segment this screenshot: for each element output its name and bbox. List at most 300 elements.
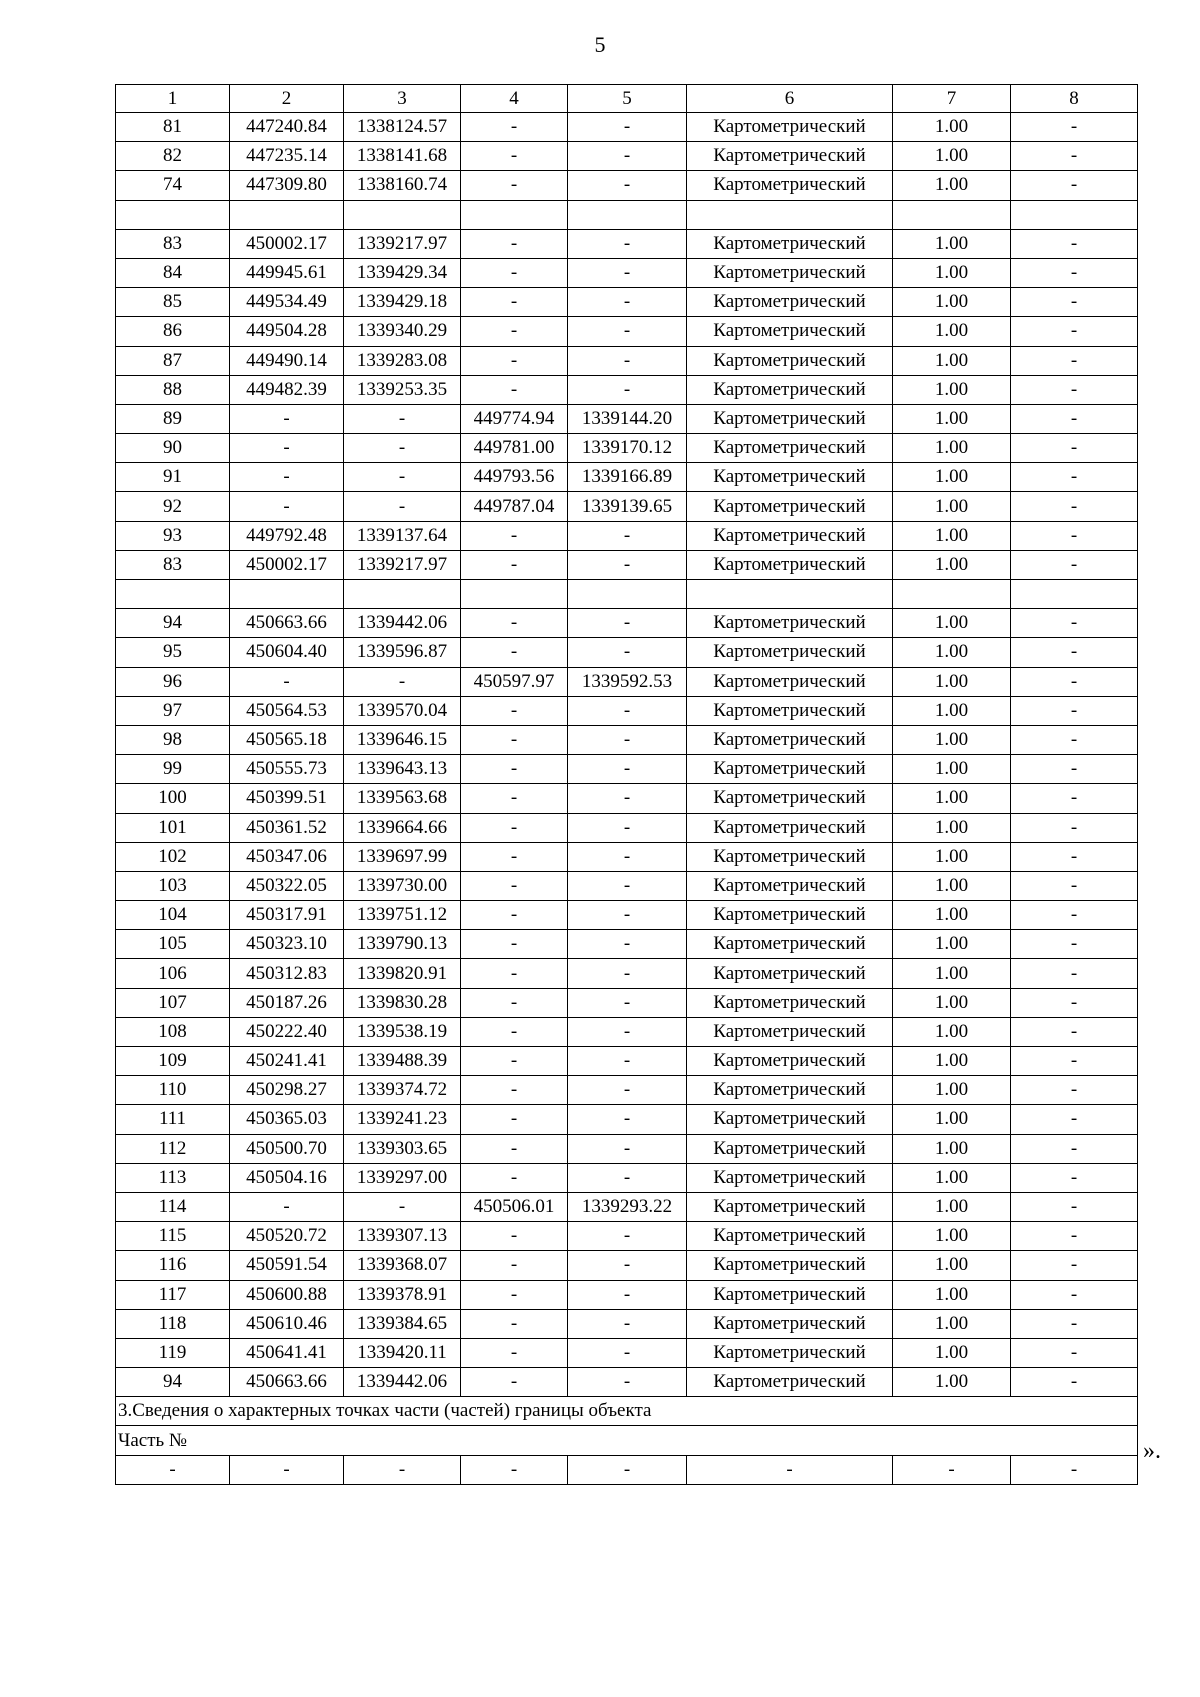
table-cell: 1.00 <box>893 725 1011 754</box>
table-cell: 1339429.34 <box>344 258 461 287</box>
table-cell: Картометрический <box>687 1076 893 1105</box>
table-row <box>116 1192 1138 1221</box>
table-cell: Картометрический <box>687 1163 893 1192</box>
table-cell: - <box>461 813 568 842</box>
table-cell: Картометрический <box>687 1192 893 1221</box>
table-row <box>116 1163 1138 1192</box>
table-cell: 93 <box>116 521 230 550</box>
table-cell: - <box>461 171 568 200</box>
table-cell: 81 <box>116 113 230 142</box>
table-cell: - <box>461 784 568 813</box>
table-cell: 1338160.74 <box>344 171 461 200</box>
table-cell: - <box>568 1105 687 1134</box>
table-cell: Картометрический <box>687 113 893 142</box>
table-cell: - <box>1011 1455 1138 1484</box>
table-cell: 3 <box>344 85 461 113</box>
table-cell: 449482.39 <box>230 375 344 404</box>
table-cell: - <box>461 1134 568 1163</box>
table-cell: 2 <box>230 85 344 113</box>
table-cell <box>568 580 687 609</box>
table-row <box>116 1134 1138 1163</box>
table-row <box>116 784 1138 813</box>
table-cell: - <box>568 288 687 317</box>
table-cell: 1.00 <box>893 755 1011 784</box>
table-cell: 450564.53 <box>230 696 344 725</box>
table-cell <box>344 580 461 609</box>
table-cell: Картометрический <box>687 667 893 696</box>
table-cell: 447240.84 <box>230 113 344 142</box>
table-cell: 1.00 <box>893 492 1011 521</box>
table-cell: 1.00 <box>893 784 1011 813</box>
table-cell: Картометрический <box>687 1338 893 1367</box>
table-cell: - <box>344 404 461 433</box>
table-cell: 1.00 <box>893 813 1011 842</box>
table-cell: 86 <box>116 317 230 346</box>
table-row <box>116 1338 1138 1367</box>
table-cell: 1.00 <box>893 638 1011 667</box>
table-cell: 116 <box>116 1251 230 1280</box>
table-cell: Картометрический <box>687 988 893 1017</box>
table-cell: - <box>461 142 568 171</box>
table-cell: 109 <box>116 1047 230 1076</box>
table-cell <box>893 580 1011 609</box>
table-row <box>116 1280 1138 1309</box>
table-row <box>116 1047 1138 1076</box>
table-cell: - <box>461 375 568 404</box>
table-cell: - <box>1011 1309 1138 1338</box>
table-cell: 1.00 <box>893 901 1011 930</box>
table-cell: 1339643.13 <box>344 755 461 784</box>
table-cell: - <box>461 1280 568 1309</box>
table-cell: Картометрический <box>687 696 893 725</box>
table-cell: 1339697.99 <box>344 842 461 871</box>
table-cell: - <box>568 959 687 988</box>
table-cell: 98 <box>116 725 230 754</box>
table-cell <box>1011 580 1138 609</box>
table-cell: - <box>568 1134 687 1163</box>
table-cell: Картометрический <box>687 229 893 258</box>
table-cell: 1339420.11 <box>344 1338 461 1367</box>
table-cell: - <box>1011 1222 1138 1251</box>
page-number: 5 <box>594 32 606 57</box>
table-cell: - <box>344 667 461 696</box>
table-cell: 449490.14 <box>230 346 344 375</box>
table-cell: - <box>461 346 568 375</box>
table-cell: 1339241.23 <box>344 1105 461 1134</box>
table-cell: 1339442.06 <box>344 1368 461 1397</box>
table-cell: 1339646.15 <box>344 725 461 754</box>
table-cell: - <box>1011 1192 1138 1221</box>
table-cell: - <box>568 638 687 667</box>
table-cell: 1.00 <box>893 1309 1011 1338</box>
table-cell: 104 <box>116 901 230 930</box>
table-cell: - <box>230 667 344 696</box>
table-cell: 450323.10 <box>230 930 344 959</box>
table-cell: 1339751.12 <box>344 901 461 930</box>
section-title-row <box>116 1397 1138 1426</box>
table-cell: 1.00 <box>893 667 1011 696</box>
table-cell: - <box>461 229 568 258</box>
table-cell <box>687 580 893 609</box>
table-cell: Картометрический <box>687 1280 893 1309</box>
table-cell: - <box>568 784 687 813</box>
table-cell: 83 <box>116 550 230 579</box>
table-cell: - <box>1011 1368 1138 1397</box>
table-cell: Картометрический <box>687 1251 893 1280</box>
table-cell: - <box>1011 492 1138 521</box>
table-cell: 1.00 <box>893 1163 1011 1192</box>
table-cell: - <box>230 463 344 492</box>
table-row <box>116 492 1138 521</box>
table-row <box>116 813 1138 842</box>
table-row <box>116 842 1138 871</box>
table-cell: - <box>461 1251 568 1280</box>
table-cell: 1339217.97 <box>344 550 461 579</box>
table-cell: 450663.66 <box>230 609 344 638</box>
table-cell: - <box>1011 842 1138 871</box>
table-cell: 450504.16 <box>230 1163 344 1192</box>
table-row <box>116 1368 1138 1397</box>
table-cell: - <box>568 1076 687 1105</box>
table-cell: 103 <box>116 871 230 900</box>
table-cell: 91 <box>116 463 230 492</box>
table-cell: - <box>1011 988 1138 1017</box>
table-cell: 8 <box>1011 85 1138 113</box>
table-cell: - <box>461 1455 568 1484</box>
table-cell: - <box>461 1309 568 1338</box>
table-cell: 1.00 <box>893 1338 1011 1367</box>
table-cell: - <box>568 1280 687 1309</box>
table-cell: 1339488.39 <box>344 1047 461 1076</box>
table-cell: - <box>1011 1017 1138 1046</box>
closing-quote-mark: ». <box>1143 1438 1161 1464</box>
table-cell: - <box>461 930 568 959</box>
table-row <box>116 1105 1138 1134</box>
table-row <box>116 1017 1138 1046</box>
table-row <box>116 404 1138 433</box>
table-cell: 1339664.66 <box>344 813 461 842</box>
table-cell <box>344 200 461 229</box>
table-cell: Картометрический <box>687 521 893 550</box>
coordinates-table <box>115 84 1138 1485</box>
table-cell: 1.00 <box>893 871 1011 900</box>
table-cell: - <box>461 521 568 550</box>
table-cell: 449781.00 <box>461 434 568 463</box>
table-cell: Картометрический <box>687 638 893 667</box>
table-cell: Картометрический <box>687 434 893 463</box>
table-cell: - <box>893 1455 1011 1484</box>
table-cell: 96 <box>116 667 230 696</box>
table-cell: 111 <box>116 1105 230 1134</box>
table-cell: - <box>568 755 687 784</box>
table-cell: 1.00 <box>893 696 1011 725</box>
table-cell: 105 <box>116 930 230 959</box>
table-cell: - <box>461 638 568 667</box>
table-cell: - <box>230 1455 344 1484</box>
table-cell: 449534.49 <box>230 288 344 317</box>
table-row <box>116 113 1138 142</box>
table-cell: 1.00 <box>893 1251 1011 1280</box>
table-cell: 1339303.65 <box>344 1134 461 1163</box>
table-cell: 117 <box>116 1280 230 1309</box>
table-cell: - <box>1011 346 1138 375</box>
table-cell <box>1011 200 1138 229</box>
table-cell: - <box>461 258 568 287</box>
table-row <box>116 871 1138 900</box>
table-cell: - <box>1011 813 1138 842</box>
table-cell: - <box>230 492 344 521</box>
table-row <box>116 725 1138 754</box>
table-cell: Картометрический <box>687 1017 893 1046</box>
table-row <box>116 1076 1138 1105</box>
table-cell: - <box>461 725 568 754</box>
table-cell: 447309.80 <box>230 171 344 200</box>
table-cell: 1338141.68 <box>344 142 461 171</box>
table-cell: - <box>1011 1163 1138 1192</box>
table-cell: 102 <box>116 842 230 871</box>
table-cell: 449774.94 <box>461 404 568 433</box>
table-cell: 449504.28 <box>230 317 344 346</box>
table-cell: - <box>1011 258 1138 287</box>
table-body <box>116 85 1138 1485</box>
table-cell: - <box>568 1163 687 1192</box>
table-cell: 1.00 <box>893 1368 1011 1397</box>
table-cell: 97 <box>116 696 230 725</box>
table-cell: Картометрический <box>687 1222 893 1251</box>
table-cell <box>116 580 230 609</box>
part-label-row <box>116 1426 1138 1455</box>
table-cell: Картометрический <box>687 609 893 638</box>
table-cell: 110 <box>116 1076 230 1105</box>
table-cell <box>461 200 568 229</box>
table-cell: 1339730.00 <box>344 871 461 900</box>
table-cell: - <box>568 229 687 258</box>
table-cell: - <box>568 696 687 725</box>
table-cell: - <box>1011 229 1138 258</box>
table-cell: - <box>230 434 344 463</box>
table-row <box>116 667 1138 696</box>
table-cell: 89 <box>116 404 230 433</box>
table-cell: 1339384.65 <box>344 1309 461 1338</box>
table-row <box>116 580 1138 609</box>
table-cell: 5 <box>568 85 687 113</box>
table-cell: 1.00 <box>893 404 1011 433</box>
table-row <box>116 171 1138 200</box>
table-cell: - <box>568 1455 687 1484</box>
table-cell: - <box>461 959 568 988</box>
table-cell: Картометрический <box>687 901 893 930</box>
table-cell: - <box>1011 667 1138 696</box>
table-row <box>116 901 1138 930</box>
table-cell: - <box>461 755 568 784</box>
table-cell: 1.00 <box>893 113 1011 142</box>
table-cell: - <box>568 930 687 959</box>
table-cell: 1.00 <box>893 930 1011 959</box>
table-cell: - <box>1011 609 1138 638</box>
table-cell: 450241.41 <box>230 1047 344 1076</box>
table-cell: 1.00 <box>893 1222 1011 1251</box>
table-cell: - <box>1011 375 1138 404</box>
table-cell: - <box>568 258 687 287</box>
table-cell: 1339820.91 <box>344 959 461 988</box>
table-cell: - <box>461 288 568 317</box>
table-cell: 450322.05 <box>230 871 344 900</box>
table-cell: Картометрический <box>687 725 893 754</box>
table-cell: - <box>568 871 687 900</box>
table-cell: 1.00 <box>893 288 1011 317</box>
table-cell: 118 <box>116 1309 230 1338</box>
table-cell: Картометрический <box>687 288 893 317</box>
table-row <box>116 375 1138 404</box>
table-row <box>116 988 1138 1017</box>
table-cell: - <box>1011 725 1138 754</box>
table-cell: - <box>1011 317 1138 346</box>
table-cell: - <box>461 1076 568 1105</box>
table-cell: 450610.46 <box>230 1309 344 1338</box>
table-cell: 1339166.89 <box>568 463 687 492</box>
table-cell: - <box>568 171 687 200</box>
table-cell: Картометрический <box>687 492 893 521</box>
table-cell: 1.00 <box>893 842 1011 871</box>
table-cell <box>230 580 344 609</box>
table-cell: 119 <box>116 1338 230 1367</box>
table-cell: 1339830.28 <box>344 988 461 1017</box>
table-cell: - <box>1011 1251 1138 1280</box>
table-row <box>116 1309 1138 1338</box>
table-cell: - <box>1011 1047 1138 1076</box>
table-cell: 1339368.07 <box>344 1251 461 1280</box>
table-cell: Картометрический <box>687 375 893 404</box>
table-cell: 450002.17 <box>230 550 344 579</box>
table-cell <box>893 200 1011 229</box>
table-cell: Картометрический <box>687 1134 893 1163</box>
table-cell: Картометрический <box>687 142 893 171</box>
table-cell: - <box>1011 404 1138 433</box>
table-cell: 450365.03 <box>230 1105 344 1134</box>
table-cell: 1.00 <box>893 171 1011 200</box>
table-cell: 1339283.08 <box>344 346 461 375</box>
table-cell: 450002.17 <box>230 229 344 258</box>
table-cell: - <box>568 521 687 550</box>
table-cell: - <box>1011 1105 1138 1134</box>
header-row <box>116 85 1138 113</box>
table-cell: - <box>344 492 461 521</box>
table-cell: 115 <box>116 1222 230 1251</box>
table-cell: 87 <box>116 346 230 375</box>
table-cell: 94 <box>116 609 230 638</box>
table-cell: 1339378.91 <box>344 1280 461 1309</box>
table-cell: 449792.48 <box>230 521 344 550</box>
table-cell: - <box>461 609 568 638</box>
table-cell: 112 <box>116 1134 230 1163</box>
table-cell: 101 <box>116 813 230 842</box>
table-cell: 113 <box>116 1163 230 1192</box>
table-cell: - <box>568 813 687 842</box>
table-cell: 1339538.19 <box>344 1017 461 1046</box>
table-cell: 449793.56 <box>461 463 568 492</box>
table-cell: 1.00 <box>893 142 1011 171</box>
table-cell: 1339170.12 <box>568 434 687 463</box>
table-cell: - <box>1011 638 1138 667</box>
table-row <box>116 346 1138 375</box>
table-cell: - <box>1011 1280 1138 1309</box>
table-cell: - <box>1011 784 1138 813</box>
table-cell: 450506.01 <box>461 1192 568 1221</box>
table-cell: - <box>1011 1134 1138 1163</box>
table-row <box>116 638 1138 667</box>
table-cell: Картометрический <box>687 1047 893 1076</box>
table-cell: - <box>568 1222 687 1251</box>
table-cell: 1.00 <box>893 463 1011 492</box>
table-cell: Картометрический <box>687 842 893 871</box>
table-cell: - <box>461 1105 568 1134</box>
table-cell: 1.00 <box>893 434 1011 463</box>
table-cell: 450597.97 <box>461 667 568 696</box>
table-cell: - <box>568 317 687 346</box>
table-cell: 6 <box>687 85 893 113</box>
table-cell: - <box>568 1338 687 1367</box>
table-cell: 1339374.72 <box>344 1076 461 1105</box>
table-cell: Картометрический <box>687 1368 893 1397</box>
table-cell: - <box>1011 521 1138 550</box>
table-cell: 84 <box>116 258 230 287</box>
table-cell: 1339563.68 <box>344 784 461 813</box>
table-cell: Картометрический <box>687 404 893 433</box>
table-cell: - <box>568 725 687 754</box>
table-cell: 1339217.97 <box>344 229 461 258</box>
table-cell: 450565.18 <box>230 725 344 754</box>
table-cell: - <box>568 346 687 375</box>
table-cell: Картометрический <box>687 1105 893 1134</box>
table-cell: 1.00 <box>893 609 1011 638</box>
table-cell: 88 <box>116 375 230 404</box>
table-cell: - <box>344 1455 461 1484</box>
table-cell: Картометрический <box>687 959 893 988</box>
table-row <box>116 463 1138 492</box>
table-cell: - <box>1011 871 1138 900</box>
table-row <box>116 755 1138 784</box>
table-row <box>116 434 1138 463</box>
table-cell: - <box>568 988 687 1017</box>
table-cell: 449945.61 <box>230 258 344 287</box>
table-cell: 450520.72 <box>230 1222 344 1251</box>
table-cell: - <box>461 1163 568 1192</box>
table-cell: - <box>1011 463 1138 492</box>
table-cell: 114 <box>116 1192 230 1221</box>
table-cell: 1339139.65 <box>568 492 687 521</box>
table-cell: - <box>461 113 568 142</box>
table-cell: 1339429.18 <box>344 288 461 317</box>
table-cell: Картометрический <box>687 813 893 842</box>
table-cell: 1.00 <box>893 1047 1011 1076</box>
table-cell: - <box>687 1455 893 1484</box>
table-cell: 74 <box>116 171 230 200</box>
table-cell: - <box>461 1368 568 1397</box>
table-row <box>116 609 1138 638</box>
table-cell: - <box>568 142 687 171</box>
table-cell: - <box>568 113 687 142</box>
table-cell: - <box>1011 288 1138 317</box>
table-cell: 450298.27 <box>230 1076 344 1105</box>
table-cell: 107 <box>116 988 230 1017</box>
table-cell: Картометрический <box>687 550 893 579</box>
table-row <box>116 200 1138 229</box>
table-cell: 450663.66 <box>230 1368 344 1397</box>
table-cell: Картометрический <box>687 755 893 784</box>
table-cell: - <box>568 1368 687 1397</box>
table-cell: - <box>230 1192 344 1221</box>
table-cell: Картометрический <box>687 171 893 200</box>
